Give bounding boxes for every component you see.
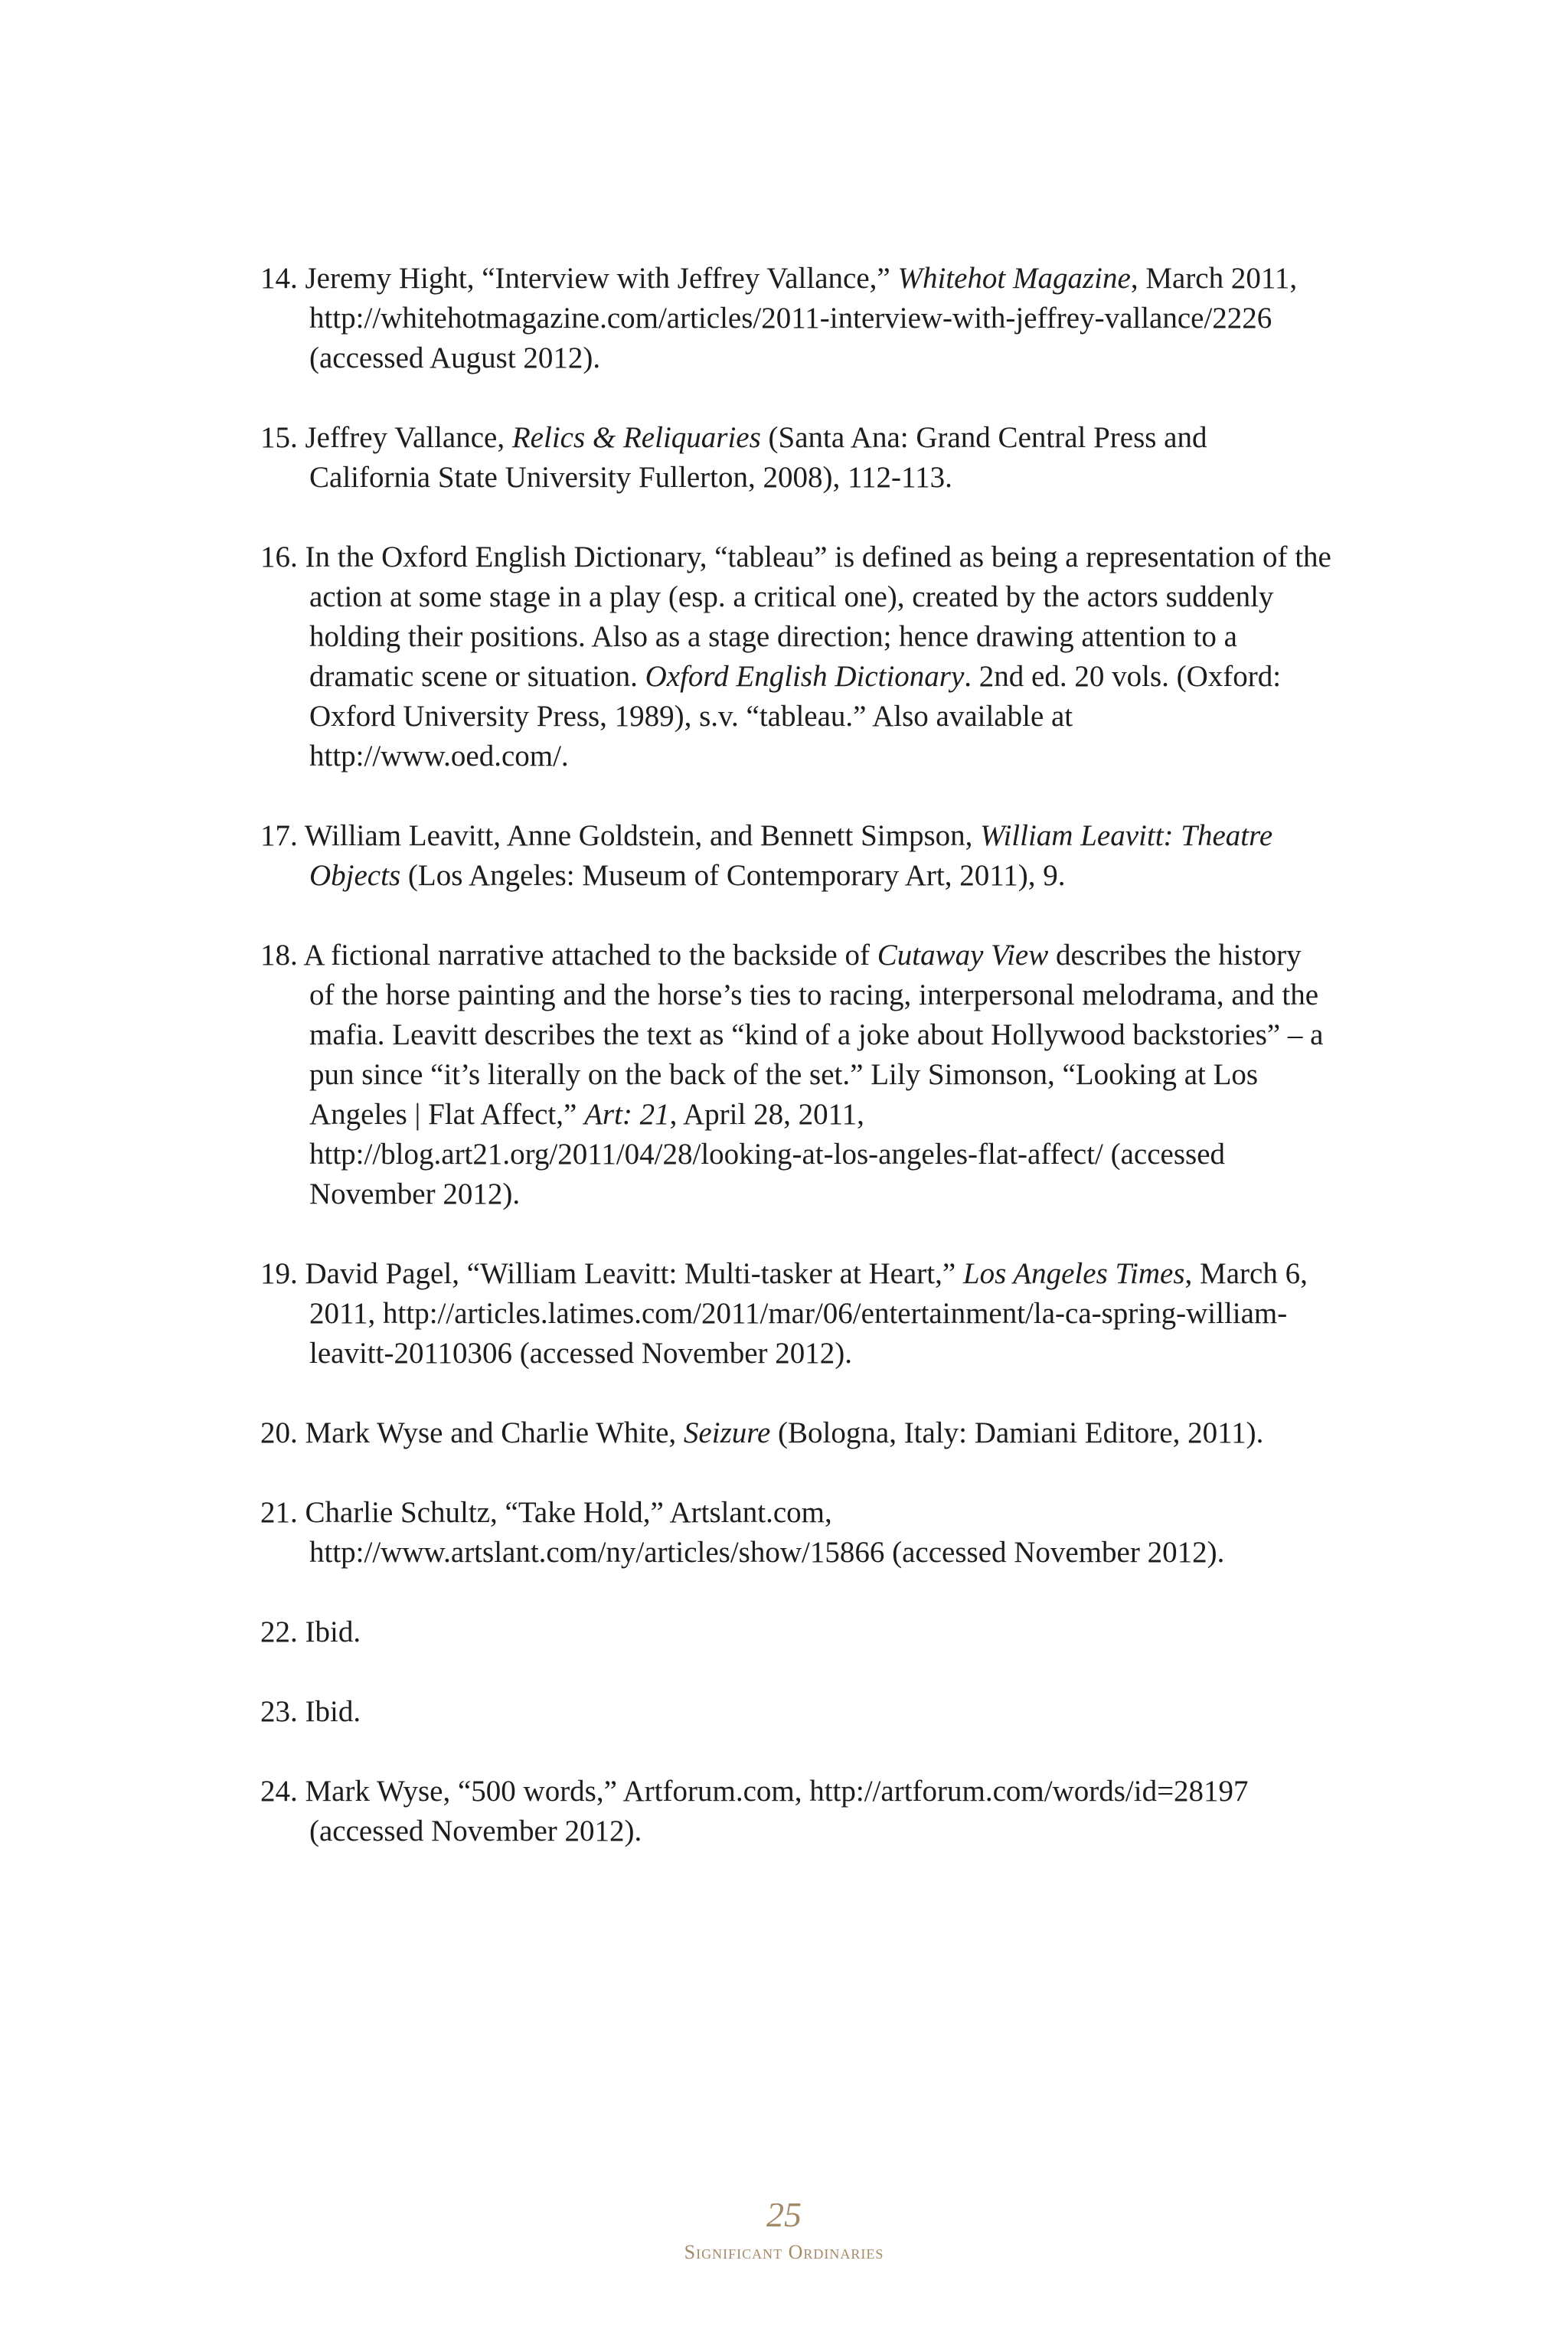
endnote-italic-title: Relics & Reliquaries <box>511 421 761 454</box>
endnote-number: 18. <box>260 939 298 972</box>
endnote-text: , March 2011, http://whitehotmagazine.com/articles/2011-interview-with-jeffrey-vallance/2226 (accessed August 2012). <box>309 262 1298 374</box>
endnote-number: 23. <box>260 1695 298 1728</box>
endnote-number: 21. <box>260 1496 298 1529</box>
endnote-14 <box>260 259 1332 378</box>
endnote-text: Jeremy Hight, “Interview with Jeffrey Vallance,” <box>305 262 898 295</box>
endnote-text: describes the history of the horse painting and the horse’s ties to racing, interpersonal melodrama, and the mafia. Leavitt describes the text as “kind of a joke about Hollywood backstories” – a pun since “it’s literally on the back of the set.” Lily Simonson, “Looking at Los Angeles | Flat Affect,” <box>309 939 1324 1131</box>
endnote-text: (Santa Ana: Grand Central Press and California State University Fullerton, 2008), 112-113. <box>309 421 1207 494</box>
endnote-18 <box>260 936 1332 1214</box>
endnote-italic-title: Whitehot Magazine <box>897 262 1131 295</box>
endnote-italic-title: Art: 21 <box>584 1098 670 1131</box>
endnote-20 <box>260 1413 1332 1453</box>
endnote-text: Mark Wyse, “500 words,” Artforum.com, http://artforum.com/words/id=28197 (accessed November 2012). <box>305 1775 1249 1847</box>
endnote-text: Charlie Schultz, “Take Hold,” Artslant.com, http://www.artslant.com/ny/articles/show/15866 (accessed November 2012). <box>305 1496 1225 1569</box>
endnote-21 <box>260 1493 1332 1573</box>
endnote-italic-title: Seizure <box>683 1416 771 1449</box>
endnote-text: Mark Wyse and Charlie White, <box>305 1416 684 1449</box>
endnote-number: 22. <box>260 1615 298 1648</box>
page-number: 25 <box>766 2195 802 2234</box>
endnote-number: 16. <box>260 541 298 573</box>
endnote-text: Jeffrey Vallance, <box>305 421 512 454</box>
endnote-22 <box>260 1612 1332 1652</box>
endnote-text: David Pagel, “William Leavitt: Multi-tasker at Heart,” <box>305 1257 963 1290</box>
endnote-19 <box>260 1254 1332 1374</box>
running-title: Significant Ordinaries <box>684 2241 884 2263</box>
endnote-text: In the Oxford English Dictionary, “tableau” is defined as being a representation of the action at some stage in a play (esp. a critical one), created by the actors suddenly holding their positions. Also as a stage direction; hence drawing attention to a dramatic scene or situation. <box>305 541 1331 693</box>
endnote-number: 19. <box>260 1257 298 1290</box>
endnote-italic-title: William Leavitt: Theatre Objects <box>309 819 1273 892</box>
endnote-text: William Leavitt, Anne Goldstein, and Bennett Simpson, <box>304 819 981 852</box>
endnote-15 <box>260 418 1332 498</box>
endnote-text: , March 6, 2011, http://articles.latimes.com/2011/mar/06/entertainment/la-ca-spring-william-leavitt-20110306 (accessed November 2012). <box>309 1257 1308 1370</box>
endnote-number: 14. <box>260 262 298 295</box>
endnote-text: Ibid. <box>305 1695 361 1728</box>
endnote-16 <box>260 537 1332 776</box>
endnotes-list <box>260 259 1332 1891</box>
endnote-23 <box>260 1692 1332 1732</box>
endnote-text: (Los Angeles: Museum of Contemporary Art, 2011), 9. <box>400 859 1066 892</box>
endnote-text: (Bologna, Italy: Damiani Editore, 2011). <box>770 1416 1264 1449</box>
endnote-text: . 2nd ed. 20 vols. (Oxford: Oxford University Press, 1989), s.v. “tableau.” Also available at http://www.oed.com/. <box>309 660 1282 773</box>
endnote-17 <box>260 816 1332 896</box>
endnote-italic-title: Los Angeles Times <box>962 1257 1185 1290</box>
endnote-number: 15. <box>260 421 298 454</box>
endnote-number: 20. <box>260 1416 298 1449</box>
endnote-24 <box>260 1772 1332 1851</box>
endnote-text: Ibid. <box>305 1615 361 1648</box>
endnote-number: 24. <box>260 1775 298 1808</box>
endnote-text: A fictional narrative attached to the backside of <box>303 939 877 972</box>
endnote-italic-title: Oxford English Dictionary <box>645 660 965 693</box>
endnote-text: , April 28, 2011, http://blog.art21.org/2011/04/28/looking-at-los-angeles-flat-affect/ (accessed November 2012). <box>309 1098 1226 1210</box>
endnote-number: 17. <box>260 819 298 852</box>
page-footer <box>0 2196 1568 2266</box>
endnote-italic-title: Cutaway View <box>877 939 1049 972</box>
